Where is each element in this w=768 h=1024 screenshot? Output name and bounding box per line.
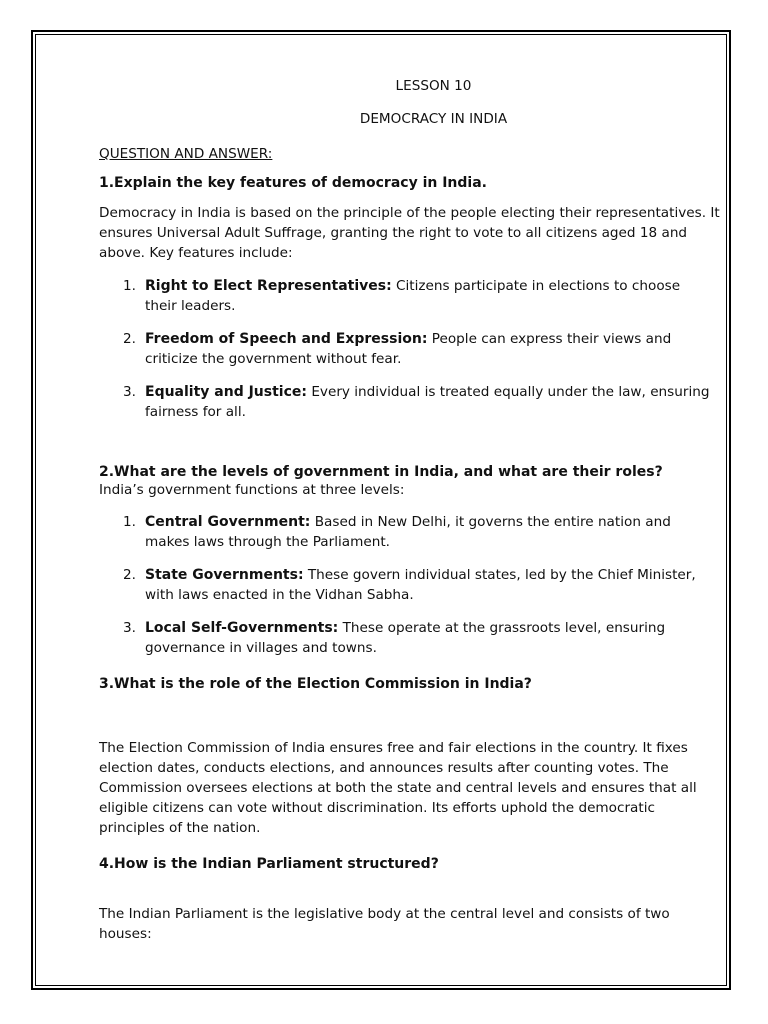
list-text: These govern individual states, led by the Chief Minister, with laws enacted in the Vidhan Sabha. <box>145 567 696 603</box>
list-number: 3. <box>123 620 136 636</box>
list-term: Equality and Justice: <box>145 384 307 400</box>
list-term: Right to Elect Representatives: <box>145 278 392 294</box>
lesson-number: LESSON 10 <box>395 78 472 94</box>
document-body <box>99 76 724 944</box>
list-term: Central Government: <box>145 514 311 530</box>
question-1: 1.Explain the key features of democracy in India. <box>99 175 487 191</box>
list-text: Citizens participate in elections to choose their leaders. <box>145 278 681 314</box>
list-item <box>99 512 715 552</box>
list-number: 2. <box>123 331 136 347</box>
list-text: These operate at the grassroots level, ensuring governance in villages and towns. <box>145 620 666 656</box>
list-item <box>99 276 700 316</box>
question-2: 2.What are the levels of government in India, and what are their roles? <box>99 464 663 480</box>
list-term: Freedom of Speech and Expression: <box>145 331 428 347</box>
question-3: 3.What is the role of the Election Commission in India? <box>99 676 532 692</box>
list-item <box>99 329 720 369</box>
section-subheading: QUESTION AND ANSWER: <box>99 146 273 162</box>
list-number: 3. <box>123 384 136 400</box>
list-text: Every individual is treated equally under the law, ensuring fairness for all. <box>145 384 710 420</box>
list-text: People can express their views and criticize the government without fear. <box>145 331 672 367</box>
answer-1-list <box>99 276 724 422</box>
question-4: 4.How is the Indian Parliament structured? <box>99 856 439 872</box>
answer-4-text: The Indian Parliament is the legislative body at the central level and consists of two houses: <box>99 906 670 942</box>
answer-2-intro: India’s government functions at three levels: <box>99 482 405 498</box>
answer-2-list <box>99 512 724 658</box>
list-item <box>99 565 725 605</box>
list-text: Based in New Delhi, it governs the entire nation and makes laws through the Parliament. <box>145 514 671 550</box>
list-number: 1. <box>123 278 136 294</box>
page-title: DEMOCRACY IN INDIA <box>359 111 508 127</box>
list-item <box>99 618 680 658</box>
list-term: Local Self-Governments: <box>145 620 339 636</box>
list-number: 2. <box>123 567 136 583</box>
list-item <box>99 382 710 422</box>
list-number: 1. <box>123 514 136 530</box>
answer-3-text: The Election Commission of India ensures free and fair elections in the country. It fixes election dates, conducts elections, and announces results after counting votes. The Commission oversees elections at both the state and central levels and ensures that all eligible citizens can vote without discrimination. Its efforts uphold the democratic principles of the nation. <box>99 740 697 836</box>
list-term: State Governments: <box>145 567 304 583</box>
answer-1-intro: Democracy in India is based on the principle of the people electing their representatives. It ensures Universal Adult Suffrage, granting the right to vote to all citizens aged 18 and above. Key features include: <box>99 205 720 261</box>
